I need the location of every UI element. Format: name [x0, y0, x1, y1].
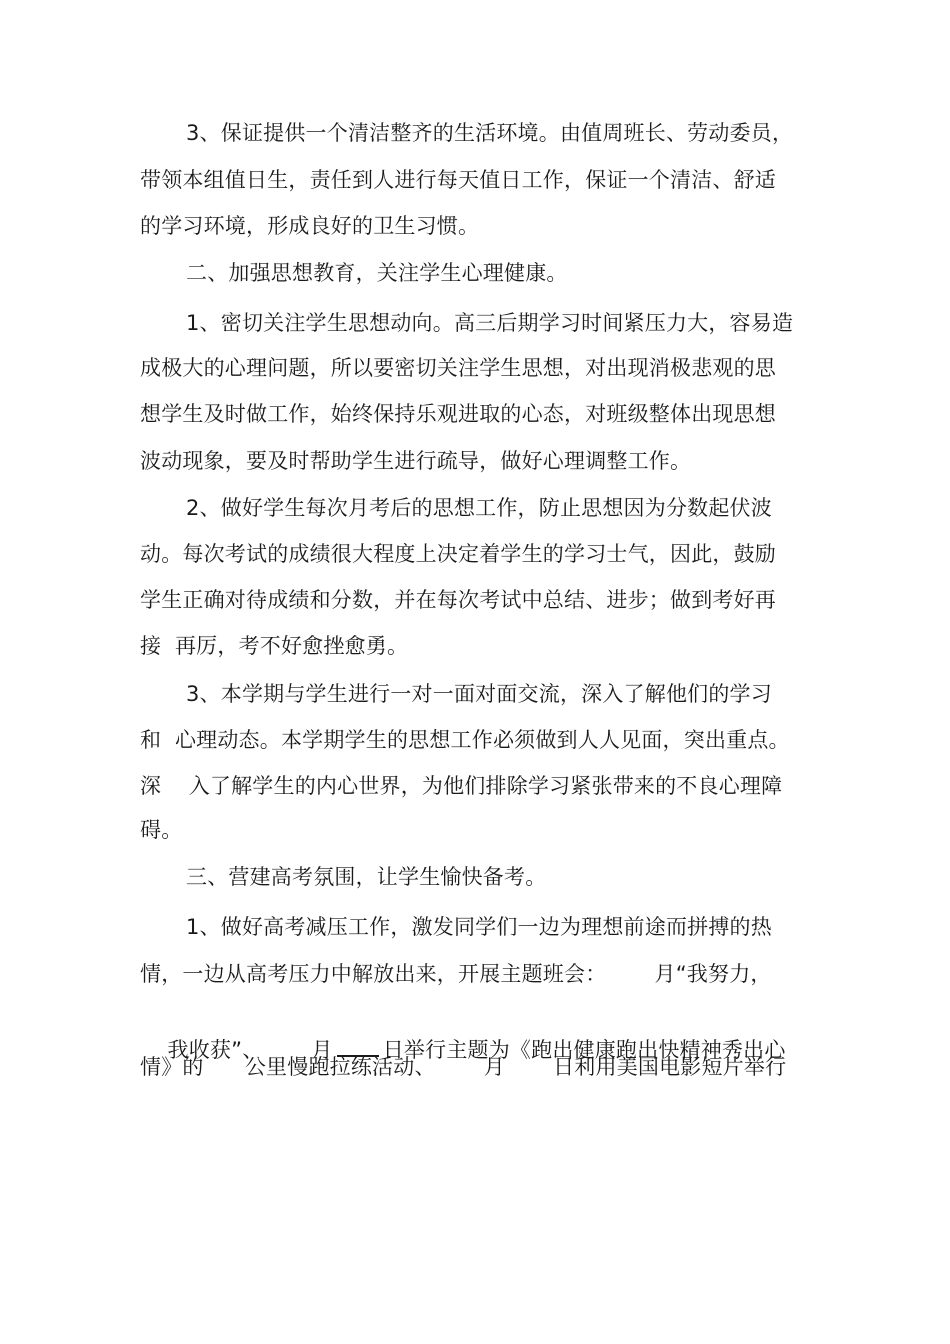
section-heading: 二、加强思想教育，关注学生心理健康。: [186, 261, 568, 285]
text-line: 想学生及时做工作，始终保持乐观进取的心态，对班级整体出现思想: [140, 402, 776, 426]
text-line: 情，一边从高考压力中解放出来，开展主题班会： 月“我努力，: [140, 962, 772, 986]
text-line: 和 心理动态。本学期学生的思想工作必须做到人人见面，突出重点。: [140, 728, 790, 752]
text-line: 动。每次考试的成绩很大程度上决定着学生的学习士气，因此，鼓励: [140, 542, 776, 566]
text-line: 学生正确对待成绩和分数，并在每次考试中总结、进步；做到考好再: [140, 588, 776, 612]
text-line: 深 入了解学生的内心世界，为他们排除学习紧张带来的不良心理障: [140, 774, 783, 798]
text-line: 3、保证提供一个清洁整齐的生活环境。由值周班长、劳动委员，: [186, 121, 794, 145]
text-line: 1、密切关注学生思想动向。高三后期学习时间紧压力大，容易造: [186, 311, 794, 335]
text-line: 情》的 公里慢跑拉练活动、 月 日利用美国电影短片举行: [140, 1055, 787, 1079]
text-line: 2、做好学生每次月考后的思想工作，防止思想因为分数起伏波: [186, 496, 772, 520]
text-line: 成极大的心理问题，所以要密切关注学生思想，对出现消极悲观的思: [140, 356, 776, 380]
text-line: 的学习环境，形成良好的卫生习惯。: [140, 214, 480, 238]
text-segment: 我收获”、 月: [167, 1038, 333, 1062]
text-segment: 日举行主题为《跑出健康跑出快精神秀出心: [382, 1038, 786, 1062]
text-line: 碍。: [140, 818, 183, 842]
section-heading: 三、营建高考氛围，让学生愉快备考。: [186, 865, 547, 889]
text-line: 接 再厉，考不好愈挫愈勇。: [140, 634, 409, 658]
text-line: 1、做好高考减压工作，激发同学们一边为理想前途而拼搏的热: [186, 915, 772, 939]
text-line: 带领本组值日生，责任到人进行每天值日工作，保证一个清洁、舒适: [140, 168, 776, 192]
text-line: 3、本学期与学生进行一对一面对面交流，深入了解他们的学习: [186, 682, 772, 706]
text-line: 波动现象，要及时帮助学生进行疏导，做好心理调整工作。: [140, 449, 692, 473]
